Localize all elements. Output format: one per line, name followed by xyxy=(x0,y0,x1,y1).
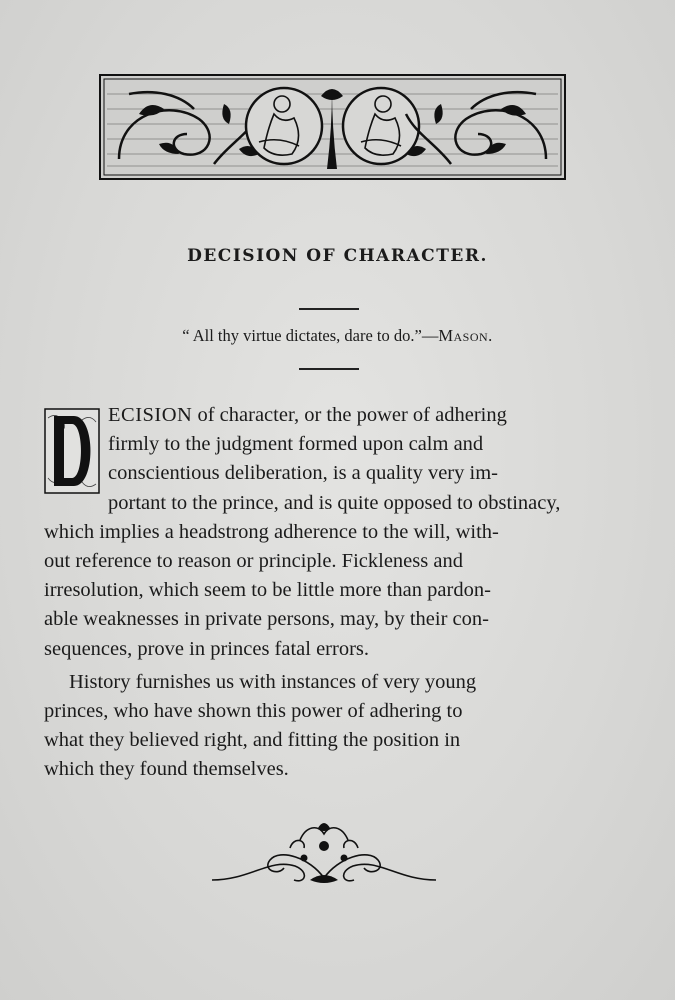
para1-line: able weaknesses in private persons, may, by their con- xyxy=(44,608,489,631)
first-word: ECISION xyxy=(108,404,193,426)
body-text xyxy=(44,401,616,785)
paragraph-2 xyxy=(44,668,616,785)
para2-line: which they found themselves. xyxy=(44,758,289,781)
para2-line: princes, who have shown this power of adhering to xyxy=(44,700,463,723)
headpiece-ornament-icon xyxy=(99,74,566,180)
para2-line: History furnishes us with instances of very young xyxy=(69,670,477,693)
para1-line: irresolution, which seem to be little more than pardon- xyxy=(44,579,491,602)
para1-line: out reference to reason or principle. Fickleness and xyxy=(44,550,463,573)
para1-line: sequences, prove in princes fatal errors. xyxy=(44,637,370,660)
epigraph-author: Mason. xyxy=(438,326,493,345)
paragraph-1 xyxy=(44,401,616,664)
epigraph-quote: “ All thy virtue dictates, dare to do.”— xyxy=(182,326,439,345)
ornamental-dropcap-icon xyxy=(44,408,100,494)
para1-line: firmly to the judgment formed upon calm and xyxy=(108,433,484,456)
tailpiece-flourish-icon xyxy=(210,818,438,888)
epigraph xyxy=(0,326,675,346)
title-rule-top xyxy=(299,308,359,310)
para1-line: portant to the prince, and is quite opposed to obstinacy, xyxy=(108,491,561,514)
title-rule-bottom xyxy=(299,368,359,370)
para2-line: what they believed right, and fitting the position in xyxy=(44,729,461,752)
para1-line: of character, or the power of adhering xyxy=(197,404,507,426)
para1-line: conscientious deliberation, is a quality very im- xyxy=(108,462,498,485)
para1-line: which implies a headstrong adherence to the will, with- xyxy=(44,520,499,543)
chapter-title: DECISION OF CHARACTER. xyxy=(187,246,488,266)
